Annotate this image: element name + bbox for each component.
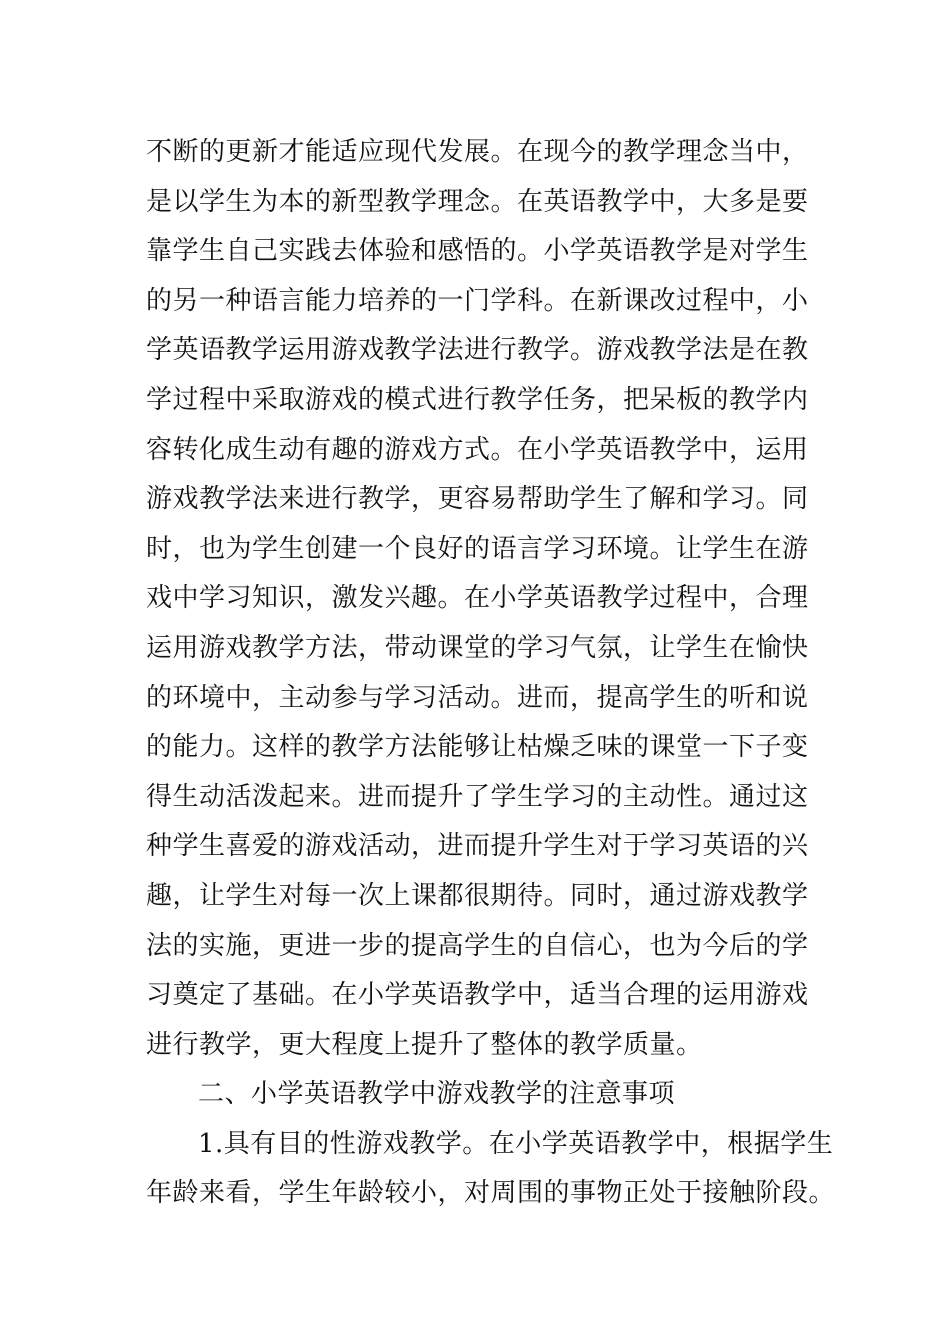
body-text	[146, 128, 836, 1219]
text-line: 的另一种语言能力培养的一门学科。在新课改过程中，小	[146, 285, 809, 316]
section-heading: 二、小学英语教学中游戏教学的注意事项	[198, 1079, 676, 1110]
text-line: 是以学生为本的新型教学理念。在英语教学中，大多是要	[146, 186, 809, 217]
text-line: 容转化成生动有趣的游戏方式。在小学英语教学中，运用	[146, 434, 809, 465]
text-line: 种学生喜爱的游戏活动，进而提升学生对于学习英语的兴	[146, 831, 809, 862]
text-line: 年龄来看，学生年龄较小，对周围的事物正处于接触阶段。	[146, 1178, 836, 1209]
text-line: 运用游戏教学方法，带动课堂的学习气氛，让学生在愉快	[146, 632, 809, 663]
text-line: 学过程中采取游戏的模式进行教学任务，把呆板的教学内	[146, 384, 809, 415]
text-line: 法的实施，更进一步的提高学生的自信心，也为今后的学	[146, 930, 809, 961]
text-line: 靠学生自己实践去体验和感悟的。小学英语教学是对学生	[146, 236, 809, 267]
text-line: 游戏教学法来进行教学，更容易帮助学生了解和学习。同	[146, 484, 809, 515]
text-line: 得生动活泼起来。进而提升了学生学习的主动性。通过这	[146, 781, 809, 812]
text-line: 戏中学习知识，激发兴趣。在小学英语教学过程中，合理	[146, 583, 809, 614]
text-line: 的环境中，主动参与学习活动。进而，提高学生的听和说	[146, 682, 809, 713]
text-line: 趣，让学生对每一次上课都很期待。同时，通过游戏教学	[146, 880, 809, 911]
text-line: 的能力。这样的教学方法能够让枯燥乏味的课堂一下子变	[146, 732, 809, 763]
text-line: 习奠定了基础。在小学英语教学中，适当合理的运用游戏	[146, 980, 809, 1011]
text-line: 进行教学，更大程度上提升了整体的教学质量。	[146, 1029, 703, 1060]
text-line: 时，也为学生创建一个良好的语言学习环境。让学生在游	[146, 533, 809, 564]
text-line: 不断的更新才能适应现代发展。在现今的教学理念当中，	[146, 137, 809, 167]
text-line: 1.具有目的性游戏教学。在小学英语教学中，根据学生	[198, 1128, 834, 1159]
text-line: 学英语教学运用游戏教学法进行教学。游戏教学法是在教	[146, 335, 809, 366]
